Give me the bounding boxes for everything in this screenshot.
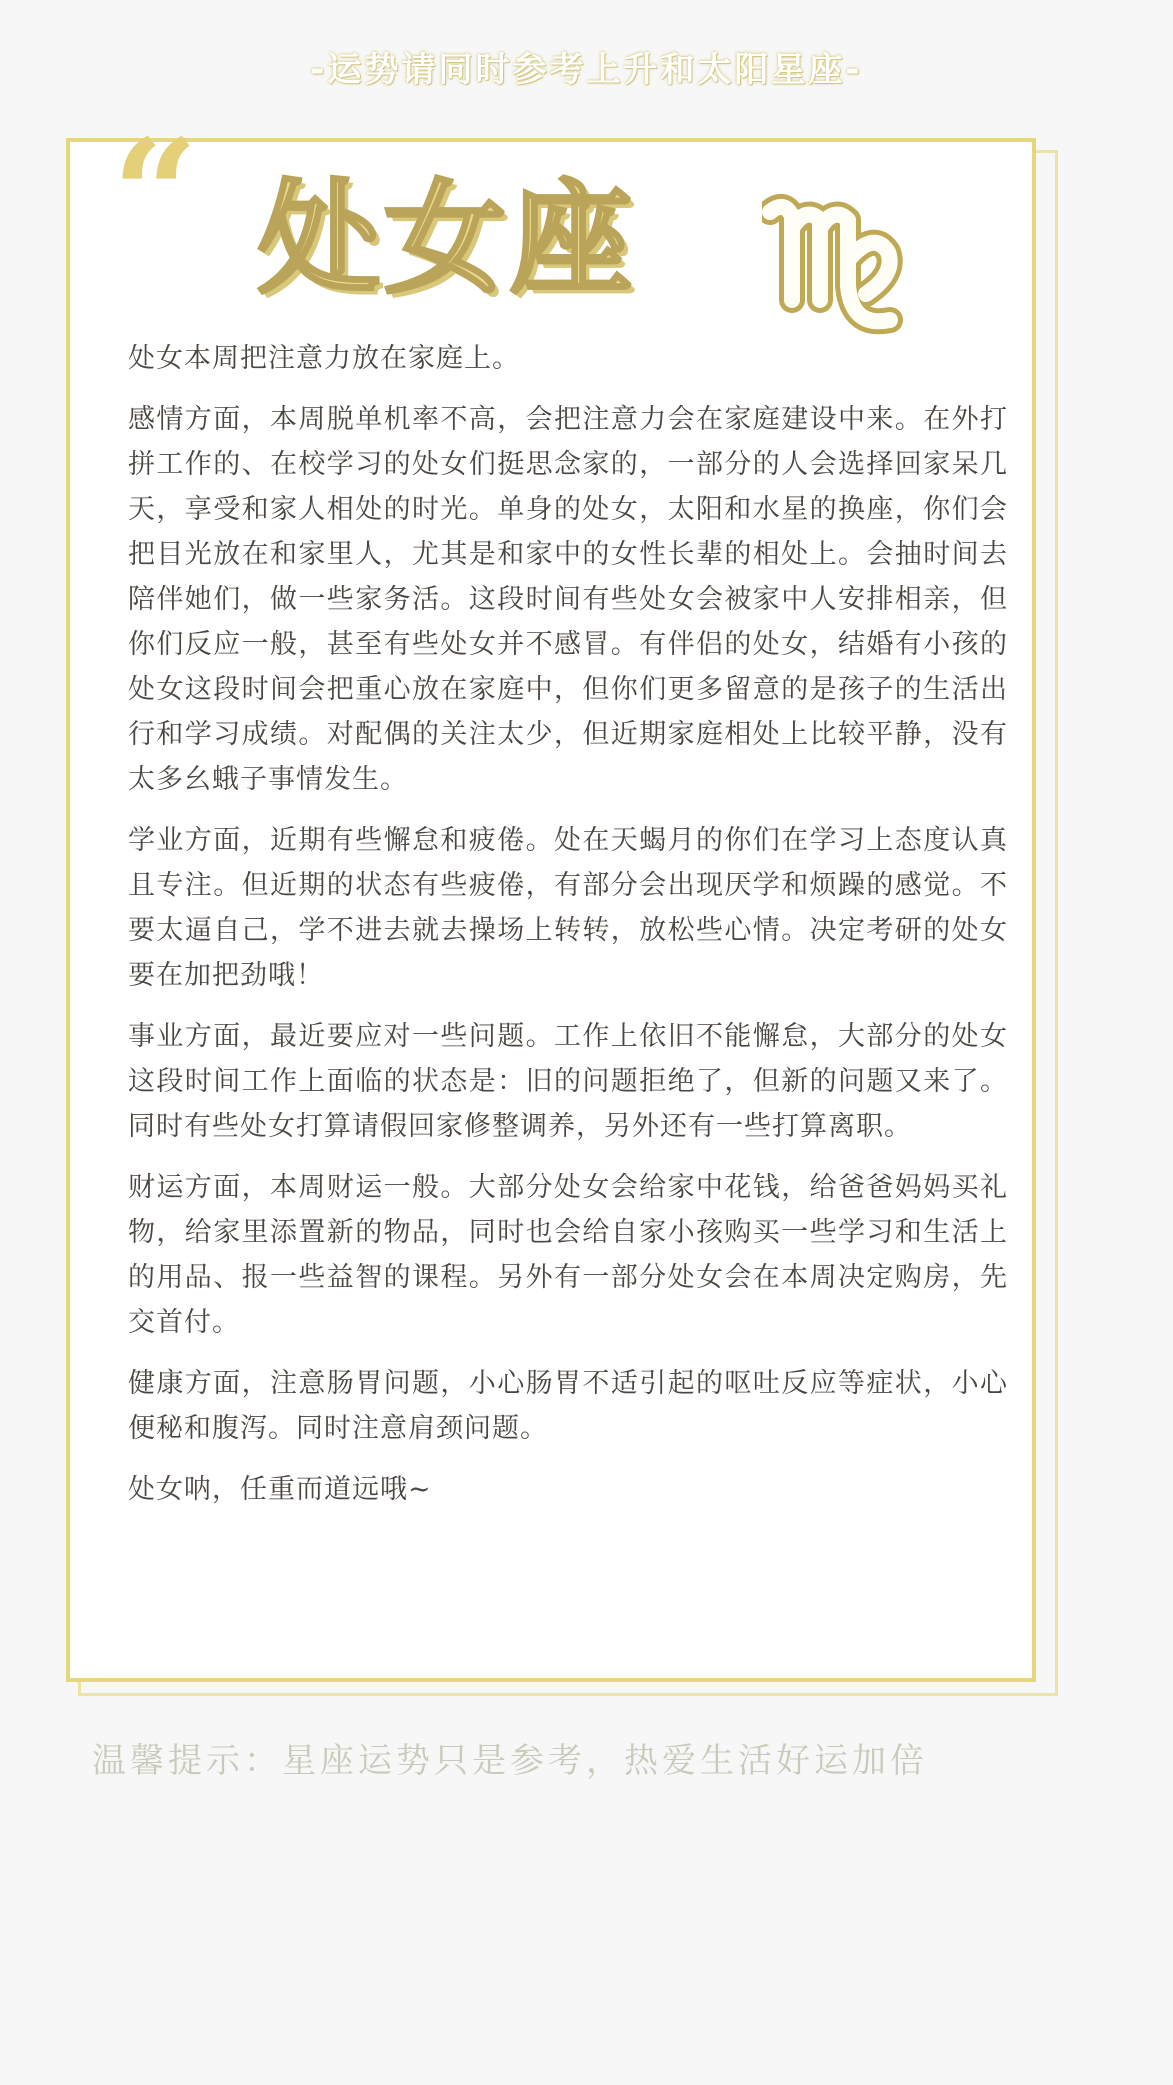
- health-paragraph: 健康方面，注意肠胃问题，小心肠胃不适引起的呕吐反应等症状，小心便秘和腹泻。同时注意肩颈问题。: [128, 1368, 1008, 1444]
- top-banner: -运势请同时参考上升和太阳星座-: [310, 50, 863, 90]
- horoscope-content: [128, 336, 1008, 1528]
- virgo-symbol-icon: [762, 190, 912, 340]
- study-paragraph: 学业方面，近期有些懈怠和疲倦。处在天蝎月的你们在学习上态度认真且专注。但近期的状态有些疲倦，有部分会出现厌学和烦躁的感觉。不要太逼自己，学不进去就去操场上转转，放松些心情。决定考研的处女要在加把劲哦！: [128, 825, 1008, 991]
- footer-tip: 温馨提示：星座运势只是参考，热爱生活好运加倍: [92, 1741, 928, 1781]
- page-title: 处女座: [258, 168, 636, 310]
- career-paragraph: 事业方面，最近要应对一些问题。工作上依旧不能懈怠，大部分的处女这段时间工作上面临的状态是：旧的问题拒绝了，但新的问题又来了。同时有些处女打算请假回家修整调养，另外还有一些打算离职。: [128, 1021, 1008, 1142]
- wealth-paragraph: 财运方面，本周财运一般。大部分处女会给家中花钱，给爸爸妈妈买礼物，给家里添置新的物品，同时也会给自家小孩购买一些学习和生活上的用品、报一些益智的课程。另外有一部分处女会在本周决定购房，先交首付。: [128, 1172, 1008, 1338]
- quote-mark: “: [112, 107, 199, 283]
- closing-paragraph: 处女呐，任重而道远哦~: [128, 1474, 432, 1505]
- intro-paragraph: 处女本周把注意力放在家庭上。: [128, 343, 520, 374]
- love-paragraph: 感情方面，本周脱单机率不高，会把注意力会在家庭建设中来。在外打拼工作的、在校学习的处女们挺思念家的，一部分的人会选择回家呆几天，享受和家人相处的时光。单身的处女，太阳和水星的换座，你们会把目光放在和家里人，尤其是和家中的女性长辈的相处上。会抽时间去陪伴她们，做一些家务活。这段时间有些处女会被家中人安排相亲，但你们反应一般，甚至有些处女并不感冒。有伴侣的处女，结婚有小孩的处女这段时间会把重心放在家庭中，但你们更多留意的是孩子的生活出行和学习成绩。对配偶的关注太少，但近期家庭相处上比较平静，没有太多幺蛾子事情发生。: [128, 404, 1008, 795]
